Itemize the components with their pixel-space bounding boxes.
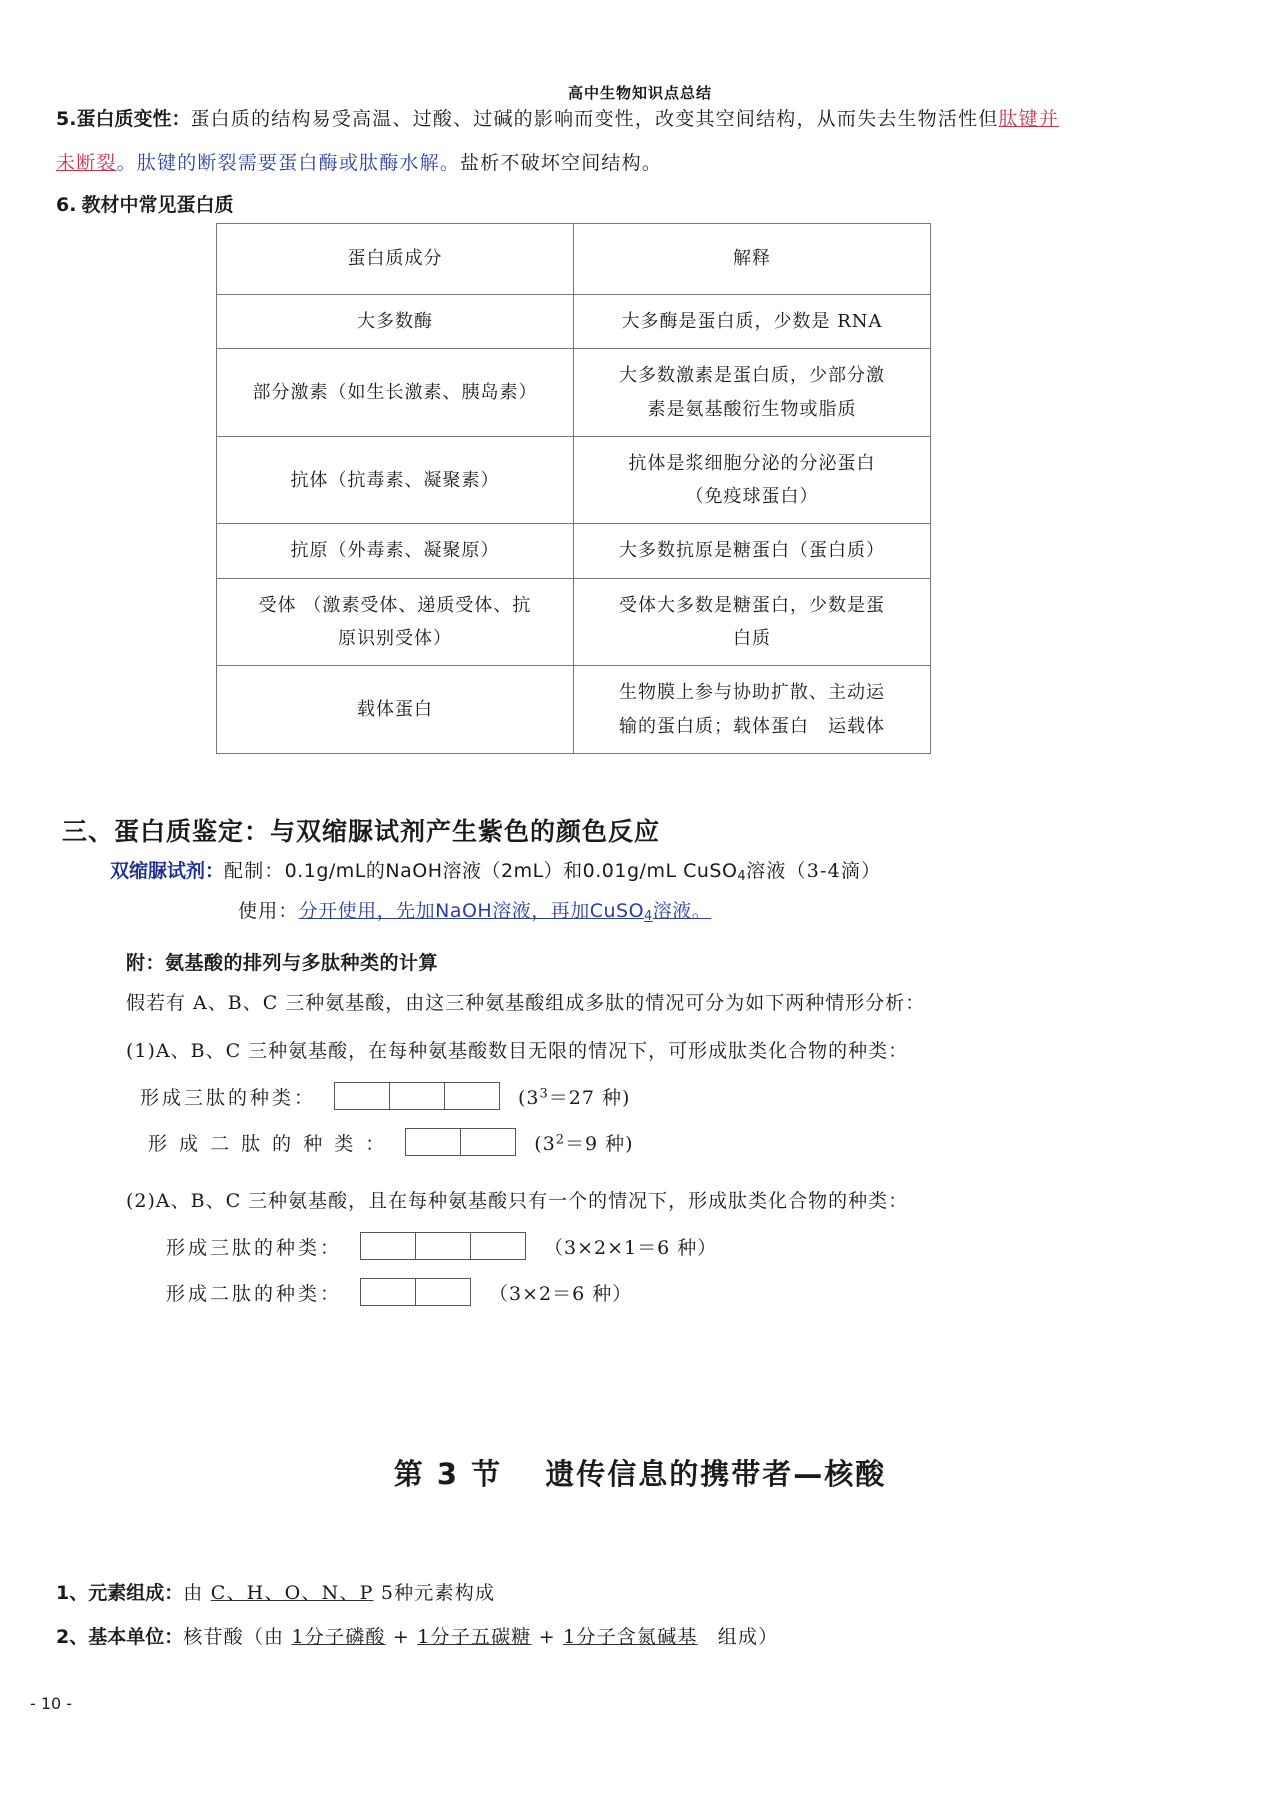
section-5-body-a: 蛋白质的结构易受高温、过酸、过碱的影响而变性，改变其空间结构，从而失去生物活性但 [190,108,999,130]
prep-subscript: 4 [737,869,747,885]
reagent-prep-line [110,856,881,884]
section-6-heading [56,190,234,217]
peptide-slot-box [405,1128,461,1156]
table-row [217,578,931,666]
page-number: - 10 - [30,1694,73,1713]
table-row [217,666,931,754]
note-1-lead: 由 [183,1582,211,1604]
table-cell-explanation: 抗体是浆细胞分泌的分泌蛋白 （免疫球蛋白） [574,436,931,524]
use-label: 使用： [238,900,299,922]
section-6-number: 6. [56,194,77,216]
calc-result: ($3^3=27$ 种) [518,1086,631,1109]
note-1-underline: C、H、O、N、P [210,1582,374,1604]
chapter-section-heading: 第 3 节 遗传信息的携带者—核酸 [393,1457,887,1491]
note-1-title: 元素组成： [88,1582,184,1604]
section-5-line-1 [56,104,1059,131]
calc-result: ($3^2=9$ 种) [534,1132,634,1155]
peptide-slot-box [445,1082,500,1110]
peptide-slot-box [416,1232,471,1260]
note-item-1 [56,1578,495,1605]
note-2-mid-2: + [531,1626,564,1648]
calc-label: 形成二肽的种类： [166,1282,343,1305]
section-5-body-b: 盐析不破坏空间结构。 [460,152,663,174]
protein-table [216,223,931,754]
table-cell-explanation: 大多酶是蛋白质，少数是 RNA [574,295,931,349]
section-three-heading: 三、蛋白质鉴定：与双缩脲试剂产生紫色的颜色反应 [62,817,661,846]
section-5-punct-a: 。 [116,152,137,174]
table-row [217,436,931,524]
section-5-red-b: 未断裂 [56,152,117,174]
peptide-slot-box [471,1232,526,1260]
calc-result: （3×2＝6 种） [489,1282,633,1305]
appendix-intro: 假若有 A、B、C 三种氨基酸，由这三种氨基酸组成多肽的情况可分为如下两种情形分析： [126,992,926,1014]
use-subscript: 4 [644,909,653,925]
prep-value-2: 溶液（3-4滴） [746,860,882,882]
table-cell-component: 大多数酶 [217,295,574,349]
peptide-slot-box [360,1232,416,1260]
calc-row-tripeptide-unique [166,1232,717,1260]
peptide-slot-box [416,1278,471,1306]
table-cell-component: 部分激素（如生长激素、胰岛素） [217,349,574,437]
section-5-title: 蛋白质变性： [76,108,191,130]
note-2-underline-2: 1分子五碳糖 [417,1626,532,1648]
table-cell-explanation: 受体大多数是糖蛋白，少数是蛋 白质 [574,578,931,666]
reagent-label: 双缩脲试剂： [110,860,225,882]
calc-row-dipeptide-unlimited [148,1128,634,1156]
peptide-slot-box [390,1082,445,1110]
table-row [217,524,931,578]
note-2-title: 基本单位： [88,1626,184,1648]
table-cell-explanation: 生物膜上参与协助扩散、主动运 输的蛋白质；载体蛋白 运载体 [574,666,931,754]
appendix-case-1-text: (1)A、B、C 三种氨基酸，在每种氨基酸数目无限的情况下，可形成肽类化合物的种类： [126,1040,909,1062]
note-2-underline-3: 1分子含氮碱基 [563,1626,698,1648]
note-item-2 [56,1622,778,1649]
section-5-punct-b: 。 [439,152,461,174]
use-value-1: 分开使用，先加NaOH溶液，再加CuSO [298,900,645,922]
appendix-case-2-text: (2)A、B、C 三种氨基酸，且在每种氨基酸只有一个的情况下，形成肽类化合物的种类： [126,1190,909,1212]
reagent-use-line [238,896,711,924]
note-2-tail: 组成） [697,1626,779,1648]
running-head: 高中生物知识点总结 [567,84,712,102]
note-1-tail: 5种元素构成 [373,1582,496,1604]
prep-label: 配制： [224,860,285,882]
box-group [360,1232,526,1260]
section-5-blue-a: 肽键的断裂需要蛋白酶或肽酶水解 [136,152,440,174]
box-group [360,1278,471,1306]
calc-row-dipeptide-unique [166,1278,632,1306]
calc-label: 形成三肽的种类： [166,1236,343,1259]
table-header-cell: 解释 [574,224,931,295]
table-cell-component: 抗体（抗毒素、凝聚素） [217,436,574,524]
section-5-red-a: 肽键并 [998,108,1060,130]
calc-label: 形 成 二 肽 的 种 类 ： [148,1132,388,1155]
note-1-number: 1、 [56,1582,89,1604]
peptide-slot-box [334,1082,390,1110]
table-cell-component: 受体 （激素受体、递质受体、抗 原识别受体） [217,578,574,666]
table-cell-explanation: 大多数激素是蛋白质，少部分激 素是氨基酸衍生物或脂质 [574,349,931,437]
section-5-number: 5. [56,108,77,130]
note-2-lead: 核苷酸（由 [183,1626,292,1648]
use-value-2: 溶液。 [652,900,712,922]
table-cell-explanation: 大多数抗原是糖蛋白（蛋白质） [574,524,931,578]
note-2-mid-1: + [385,1626,418,1648]
note-2-number: 2、 [56,1626,89,1648]
calc-label: 形成三肽的种类： [140,1086,317,1109]
table-row [217,349,931,437]
table-header-cell: 蛋白质成分 [217,224,574,295]
peptide-slot-box [461,1128,516,1156]
table-row [217,295,931,349]
section-5-line-2 [56,148,662,175]
table-cell-component: 抗原（外毒素、凝聚原） [217,524,574,578]
calc-result: （3×2×1＝6 种） [544,1236,718,1259]
box-group [405,1128,516,1156]
box-group [334,1082,500,1110]
peptide-slot-box [360,1278,416,1306]
note-2-underline-1: 1分子磷酸 [291,1626,386,1648]
table-header-row [217,224,931,295]
calc-row-tripeptide-unlimited [140,1082,630,1110]
appendix-title: 附：氨基酸的排列与多肽种类的计算 [126,952,439,974]
prep-value-1: 0.1g/mL的NaOH溶液（2mL）和0.01g/mL CuSO [284,860,738,882]
section-6-title: 教材中常见蛋白质 [81,194,234,216]
table-cell-component: 载体蛋白 [217,666,574,754]
